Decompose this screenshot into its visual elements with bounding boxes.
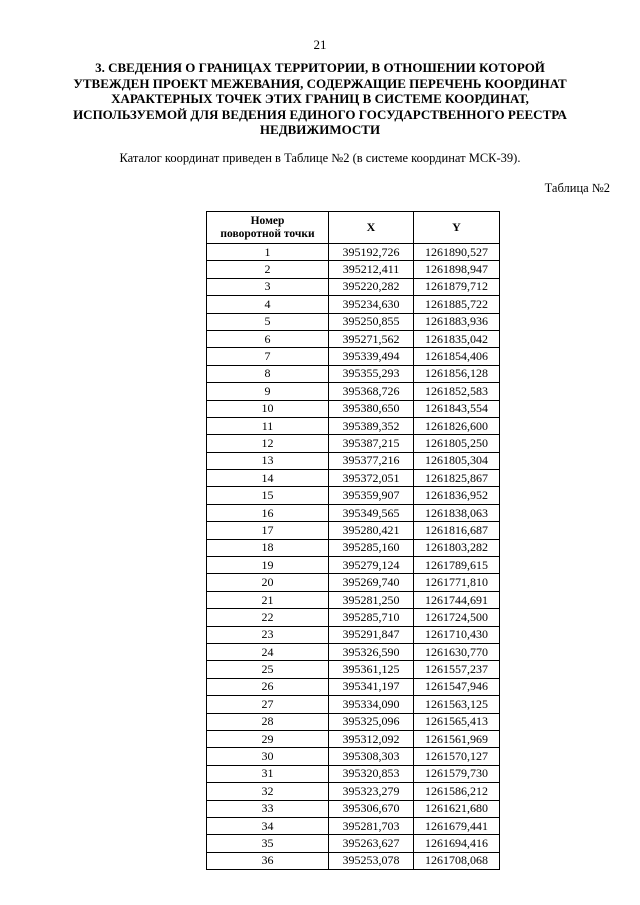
- table-row: [207, 678, 500, 695]
- cell-y: 1261843,554: [414, 400, 500, 417]
- cell-x: 395377,216: [329, 452, 414, 469]
- table-row: [207, 313, 500, 330]
- cell-x: 395389,352: [329, 417, 414, 434]
- header-x: X: [329, 212, 414, 244]
- table-row: [207, 626, 500, 643]
- table-row: [207, 783, 500, 800]
- cell-x: 395285,710: [329, 609, 414, 626]
- cell-point-number: 30: [207, 748, 329, 765]
- table-row: [207, 261, 500, 278]
- table-row: [207, 400, 500, 417]
- cell-x: 395325,096: [329, 713, 414, 730]
- cell-point-number: 32: [207, 783, 329, 800]
- cell-y: 1261816,687: [414, 522, 500, 539]
- cell-y: 1261883,936: [414, 313, 500, 330]
- heading-line: УТВЕЖДЕН ПРОЕКТ МЕЖЕВАНИЯ, СОДЕРЖАЩИЕ ПЕРЕЧЕНЬ КООРДИНАТ: [73, 75, 567, 91]
- header-y: Y: [414, 212, 500, 244]
- cell-y: 1261547,946: [414, 678, 500, 695]
- cell-x: 395339,494: [329, 348, 414, 365]
- cell-y: 1261835,042: [414, 330, 500, 347]
- cell-y: 1261852,583: [414, 383, 500, 400]
- cell-y: 1261565,413: [414, 713, 500, 730]
- cell-point-number: 25: [207, 661, 329, 678]
- table-row: [207, 487, 500, 504]
- table-row: [207, 522, 500, 539]
- cell-y: 1261561,969: [414, 730, 500, 747]
- cell-point-number: 7: [207, 348, 329, 365]
- cell-point-number: 17: [207, 522, 329, 539]
- table-row: [207, 713, 500, 730]
- cell-point-number: 24: [207, 643, 329, 660]
- cell-x: 395312,092: [329, 730, 414, 747]
- table-row: [207, 330, 500, 347]
- cell-point-number: 16: [207, 504, 329, 521]
- cell-x: 395269,740: [329, 574, 414, 591]
- table-row: [207, 348, 500, 365]
- table-row: [207, 365, 500, 382]
- cell-point-number: 15: [207, 487, 329, 504]
- table-row: [207, 591, 500, 608]
- cell-x: 395280,421: [329, 522, 414, 539]
- table-body: [207, 244, 500, 870]
- cell-y: 1261890,527: [414, 244, 500, 261]
- cell-point-number: 13: [207, 452, 329, 469]
- cell-y: 1261825,867: [414, 470, 500, 487]
- cell-x: 395306,670: [329, 800, 414, 817]
- cell-y: 1261579,730: [414, 765, 500, 782]
- table-row: [207, 383, 500, 400]
- heading-line: ИСПОЛЬЗУЕМОЙ ДЛЯ ВЕДЕНИЯ ЕДИНОГО ГОСУДАРСТВЕННОГО РЕЕСТРА: [73, 106, 567, 122]
- heading-line: НЕДВИЖИМОСТИ: [259, 122, 381, 137]
- intro-paragraph: Каталог координат приведен в Таблице №2 (в системе координат МСК-39).: [119, 151, 521, 165]
- cell-x: 395359,907: [329, 487, 414, 504]
- cell-x: 395281,703: [329, 817, 414, 834]
- cell-x: 395380,650: [329, 400, 414, 417]
- table-row: [207, 417, 500, 434]
- cell-point-number: 33: [207, 800, 329, 817]
- cell-point-number: 29: [207, 730, 329, 747]
- header-point-line1: Номер: [250, 214, 285, 227]
- cell-x: 395387,215: [329, 435, 414, 452]
- cell-point-number: 28: [207, 713, 329, 730]
- cell-point-number: 2: [207, 261, 329, 278]
- table-row: [207, 730, 500, 747]
- cell-x: 395361,125: [329, 661, 414, 678]
- table-row: [207, 557, 500, 574]
- cell-x: 395192,726: [329, 244, 414, 261]
- cell-point-number: 11: [207, 417, 329, 434]
- cell-y: 1261803,282: [414, 539, 500, 556]
- cell-point-number: 19: [207, 557, 329, 574]
- cell-point-number: 9: [207, 383, 329, 400]
- table-row: [207, 244, 500, 261]
- cell-point-number: 14: [207, 470, 329, 487]
- cell-x: 395341,197: [329, 678, 414, 695]
- cell-x: 395263,627: [329, 835, 414, 852]
- cell-point-number: 10: [207, 400, 329, 417]
- table-row: [207, 574, 500, 591]
- cell-y: 1261836,952: [414, 487, 500, 504]
- cell-y: 1261771,810: [414, 574, 500, 591]
- cell-x: 395320,853: [329, 765, 414, 782]
- cell-y: 1261724,500: [414, 609, 500, 626]
- cell-y: 1261557,237: [414, 661, 500, 678]
- cell-point-number: 5: [207, 313, 329, 330]
- cell-y: 1261854,406: [414, 348, 500, 365]
- cell-y: 1261570,127: [414, 748, 500, 765]
- page-number: 21: [313, 37, 327, 52]
- table-row: [207, 278, 500, 295]
- cell-x: 395285,160: [329, 539, 414, 556]
- cell-x: 395349,565: [329, 504, 414, 521]
- cell-y: 1261898,947: [414, 261, 500, 278]
- cell-y: 1261586,212: [414, 783, 500, 800]
- cell-y: 1261621,680: [414, 800, 500, 817]
- cell-point-number: 26: [207, 678, 329, 695]
- cell-x: 395291,847: [329, 626, 414, 643]
- table-row: [207, 609, 500, 626]
- cell-x: 395250,855: [329, 313, 414, 330]
- cell-point-number: 34: [207, 817, 329, 834]
- cell-x: 395334,090: [329, 696, 414, 713]
- cell-x: 395279,124: [329, 557, 414, 574]
- cell-x: 395355,293: [329, 365, 414, 382]
- cell-point-number: 22: [207, 609, 329, 626]
- table-header-row: [207, 212, 500, 244]
- cell-y: 1261744,691: [414, 591, 500, 608]
- header-point-line2: поворотной точки: [220, 227, 315, 240]
- cell-x: 395212,411: [329, 261, 414, 278]
- cell-point-number: 3: [207, 278, 329, 295]
- header-point-number: [207, 212, 329, 244]
- table-row: [207, 835, 500, 852]
- cell-x: 395253,078: [329, 852, 414, 869]
- cell-y: 1261789,615: [414, 557, 500, 574]
- cell-y: 1261885,722: [414, 296, 500, 313]
- cell-x: 395308,303: [329, 748, 414, 765]
- table-row: [207, 539, 500, 556]
- heading-line: 3. СВЕДЕНИЯ О ГРАНИЦАХ ТЕРРИТОРИИ, В ОТНОШЕНИИ КОТОРОЙ: [95, 60, 545, 75]
- section-heading: [60, 60, 580, 138]
- cell-y: 1261694,416: [414, 835, 500, 852]
- table-row: [207, 435, 500, 452]
- cell-point-number: 6: [207, 330, 329, 347]
- table-row: [207, 296, 500, 313]
- cell-point-number: 36: [207, 852, 329, 869]
- cell-y: 1261679,441: [414, 817, 500, 834]
- cell-point-number: 18: [207, 539, 329, 556]
- cell-point-number: 23: [207, 626, 329, 643]
- cell-point-number: 27: [207, 696, 329, 713]
- table-row: [207, 470, 500, 487]
- coordinates-table: [206, 211, 500, 870]
- cell-y: 1261710,430: [414, 626, 500, 643]
- cell-point-number: 4: [207, 296, 329, 313]
- cell-x: 395281,250: [329, 591, 414, 608]
- table-row: [207, 800, 500, 817]
- cell-x: 395234,630: [329, 296, 414, 313]
- heading-line: ХАРАКТЕРНЫХ ТОЧЕК ЭТИХ ГРАНИЦ В СИСТЕМЕ КООРДИНАТ,: [111, 91, 529, 106]
- table-row: [207, 696, 500, 713]
- cell-y: 1261879,712: [414, 278, 500, 295]
- table-row: [207, 817, 500, 834]
- table-row: [207, 643, 500, 660]
- table-row: [207, 748, 500, 765]
- cell-x: 395372,051: [329, 470, 414, 487]
- cell-y: 1261856,128: [414, 365, 500, 382]
- cell-y: 1261838,063: [414, 504, 500, 521]
- cell-point-number: 21: [207, 591, 329, 608]
- cell-y: 1261630,770: [414, 643, 500, 660]
- cell-y: 1261826,600: [414, 417, 500, 434]
- cell-point-number: 20: [207, 574, 329, 591]
- cell-y: 1261708,068: [414, 852, 500, 869]
- table-row: [207, 504, 500, 521]
- cell-x: 395271,562: [329, 330, 414, 347]
- cell-y: 1261805,250: [414, 435, 500, 452]
- table-row: [207, 852, 500, 869]
- table-row: [207, 661, 500, 678]
- cell-x: 395368,726: [329, 383, 414, 400]
- cell-x: 395323,279: [329, 783, 414, 800]
- cell-y: 1261805,304: [414, 452, 500, 469]
- cell-point-number: 8: [207, 365, 329, 382]
- table-row: [207, 452, 500, 469]
- cell-point-number: 12: [207, 435, 329, 452]
- table-row: [207, 765, 500, 782]
- cell-point-number: 31: [207, 765, 329, 782]
- cell-point-number: 1: [207, 244, 329, 261]
- cell-point-number: 35: [207, 835, 329, 852]
- cell-x: 395220,282: [329, 278, 414, 295]
- table-caption: Таблица №2: [544, 181, 610, 195]
- cell-y: 1261563,125: [414, 696, 500, 713]
- cell-x: 395326,590: [329, 643, 414, 660]
